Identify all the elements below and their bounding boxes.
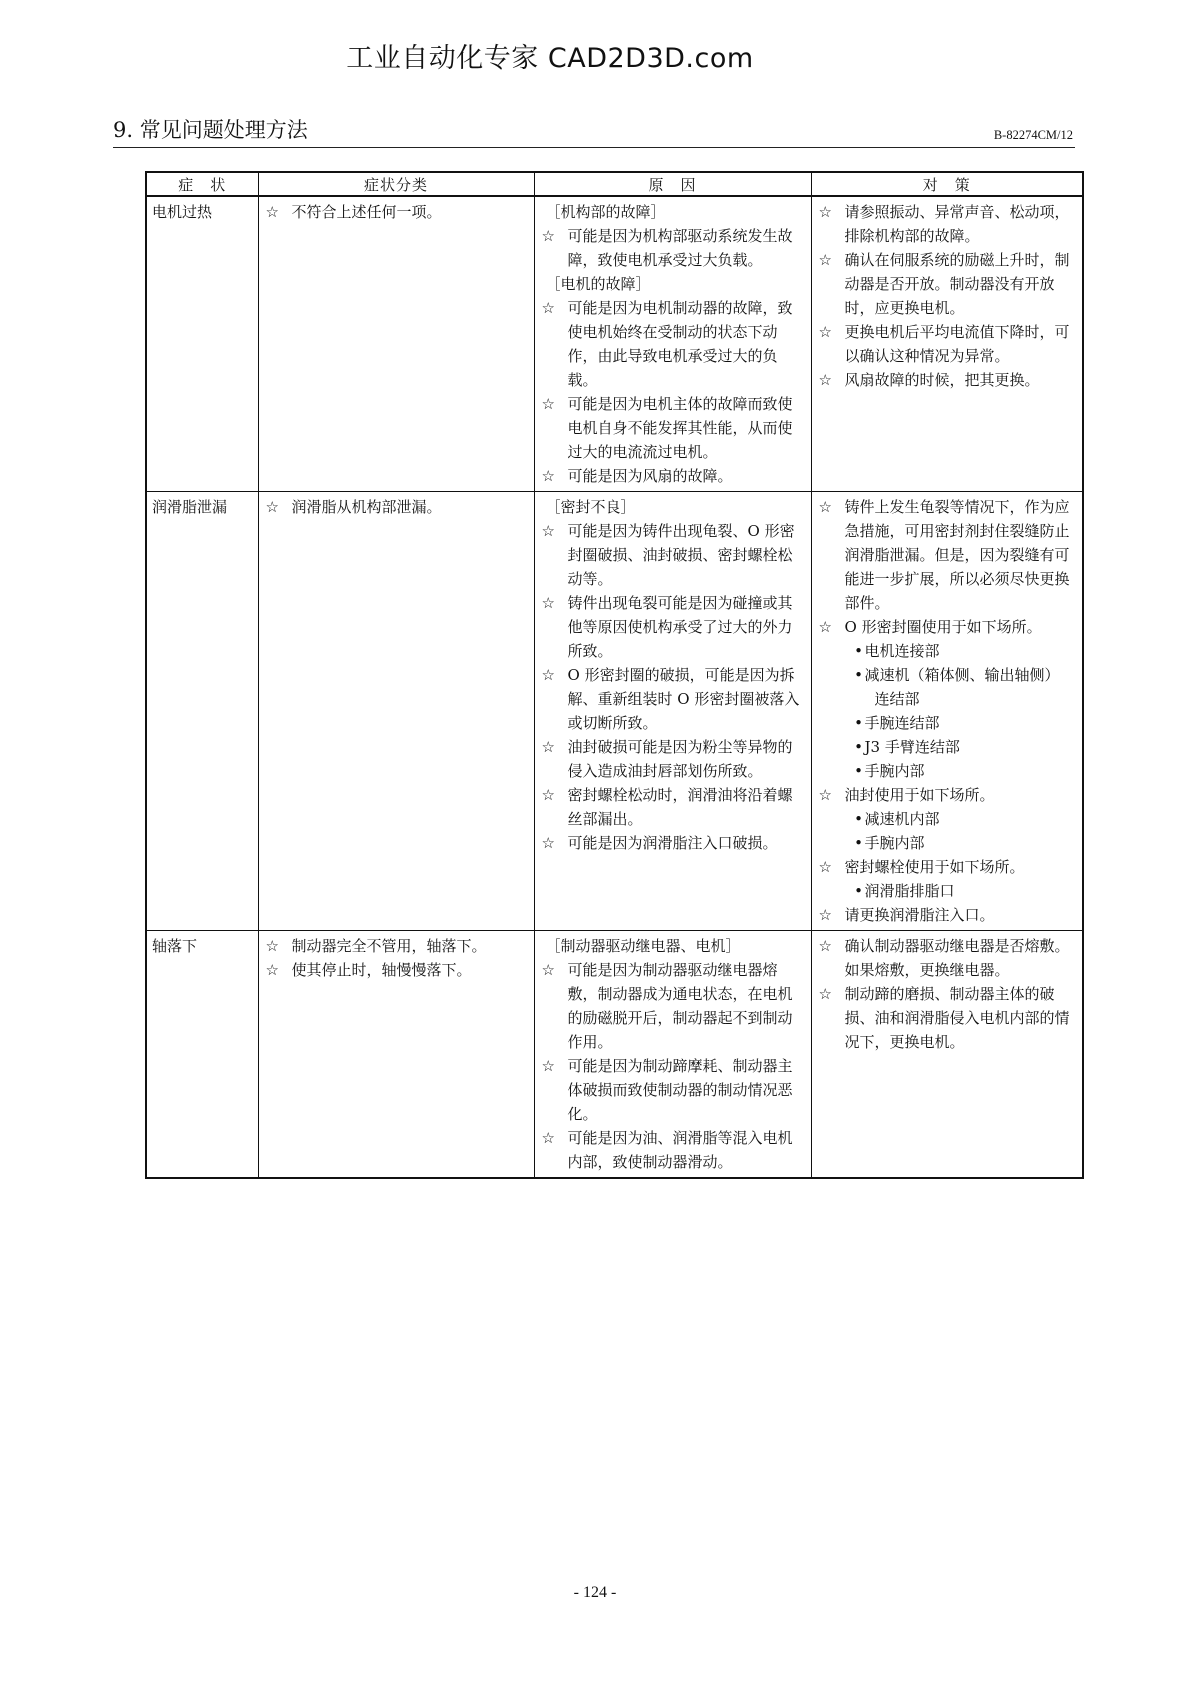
- cause-cell: [534, 196, 811, 492]
- item-text: 可能是因为制动蹄摩耗、制动器主体破损而致使制动器的制动情况恶化。: [567, 1057, 793, 1123]
- item-text: 风扇故障的时候，把其更换。: [844, 371, 1040, 389]
- classification-item: [264, 934, 530, 958]
- star-icon: ☆: [541, 961, 555, 979]
- star-icon: ☆: [265, 937, 279, 955]
- cause-item: [540, 958, 807, 1054]
- item-text: 请更换润滑脂注入口。: [844, 906, 995, 924]
- star-icon: ☆: [818, 858, 832, 876]
- measure-cell: [811, 492, 1083, 931]
- bullet-item: [817, 639, 1079, 663]
- star-icon: ☆: [265, 961, 279, 979]
- cause-item: [540, 392, 807, 464]
- bullet-icon: •: [854, 642, 863, 660]
- bullet-item: [817, 831, 1079, 855]
- item-text: 可能是因为制动器驱动继电器熔敷，制动器成为通电状态，在电机的励磁脱开后，制动器起不到制动作用。: [567, 961, 793, 1051]
- bullet-icon: •: [854, 882, 863, 900]
- star-icon: ☆: [818, 937, 832, 955]
- star-icon: ☆: [541, 738, 555, 756]
- item-text: 制动蹄的磨损、制动器主体的破损、油和润滑脂侵入电机内部的情况下，更换电机。: [844, 985, 1070, 1051]
- item-text: 铸件出现龟裂可能是因为碰撞或其他等原因使机构承受了过大的外力所致。: [567, 594, 793, 660]
- item-text: O 形密封圈的破损，可能是因为拆解、重新组装时 O 形密封圈被落入或切断所致。: [567, 666, 800, 732]
- symptom-cell: [146, 931, 258, 1179]
- bullet-icon: •: [854, 714, 863, 732]
- item-text: 可能是因为电机制动器的故障，致使电机始终在受制动的状态下动作，由此导致电机承受过大的负载。: [567, 299, 793, 389]
- star-icon: ☆: [818, 906, 832, 924]
- bullet-icon: •: [854, 762, 863, 780]
- symptom-cell: [146, 196, 258, 492]
- star-icon: ☆: [265, 498, 279, 516]
- classification-item: [264, 495, 530, 519]
- cause-item: [540, 1126, 807, 1174]
- classification-text: 制动器完全不管用，轴落下。: [291, 937, 487, 955]
- classification-item: [264, 200, 530, 224]
- item-text: 润滑脂排脂口: [864, 882, 955, 900]
- cause-item: [540, 735, 807, 783]
- measure-item: [817, 495, 1079, 615]
- bullet-item: [817, 759, 1079, 783]
- table-body: [146, 196, 1083, 1178]
- cause-item: [540, 783, 807, 831]
- bullet-item: [817, 807, 1079, 831]
- bullet-icon: •: [854, 810, 863, 828]
- star-icon: ☆: [541, 1129, 555, 1147]
- cause-item: [540, 1054, 807, 1126]
- item-text: 手腕连结部: [864, 714, 940, 732]
- measure-item: [817, 368, 1079, 392]
- item-text: 请参照振动、异常声音、松动项，排除机构部的故障。: [844, 203, 1070, 245]
- classification-text: 不符合上述任何一项。: [291, 203, 442, 221]
- star-icon: ☆: [541, 395, 555, 413]
- bullet-item: [817, 735, 1079, 759]
- table-row: [146, 492, 1083, 931]
- bullet-item: [817, 663, 1079, 687]
- item-text: 减速机内部: [864, 810, 940, 828]
- item-text: 铸件上发生龟裂等情况下，作为应急措施，可用密封剂封住裂缝防止润滑脂泄漏。但是，因为裂缝有可能进一步扩展，所以必须尽快更换部件。: [844, 498, 1070, 612]
- measure-cell: [811, 931, 1083, 1179]
- category-heading: ［制动器驱动继电器、电机］: [545, 937, 741, 955]
- star-icon: ☆: [541, 1057, 555, 1075]
- category-heading: ［电机的故障］: [545, 275, 651, 293]
- measure-item: [817, 615, 1079, 639]
- measure-item: [817, 855, 1079, 879]
- header-cause: 原 因: [534, 172, 811, 196]
- item-text: 可能是因为铸件出现龟裂、O 形密封圈破损、油封破损、密封螺栓松动等。: [567, 522, 795, 588]
- item-text: 手腕内部: [864, 834, 925, 852]
- cause-cell: [534, 492, 811, 931]
- item-text: 油封使用于如下场所。: [844, 786, 995, 804]
- item-text: 确认在伺服系统的励磁上升时，制动器是否开放。制动器没有开放时，应更换电机。: [844, 251, 1070, 317]
- measure-item: [817, 903, 1079, 927]
- cause-item: [540, 464, 807, 488]
- star-icon: ☆: [541, 467, 555, 485]
- bullet-continuation: 连结部: [874, 690, 920, 708]
- classification-cell: [258, 196, 534, 492]
- bullet-icon: •: [854, 666, 863, 684]
- measure-item: [817, 934, 1079, 982]
- measure-item: [817, 248, 1079, 320]
- item-text: 手腕内部: [864, 762, 925, 780]
- header-symptom: 症 状: [146, 172, 258, 196]
- item-text: 电机连接部: [864, 642, 940, 660]
- measure-item: [817, 200, 1079, 248]
- symptom-cell: [146, 492, 258, 931]
- measure-item: [817, 982, 1079, 1054]
- item-text: 减速机（箱体侧、输出轴侧）: [864, 666, 1060, 684]
- item-text: 可能是因为润滑脂注入口破损。: [567, 834, 778, 852]
- cause-item: [540, 224, 807, 272]
- star-icon: ☆: [818, 498, 832, 516]
- star-icon: ☆: [541, 834, 555, 852]
- item-text: O 形密封圈使用于如下场所。: [844, 618, 1042, 636]
- star-icon: ☆: [541, 786, 555, 804]
- star-icon: ☆: [818, 618, 832, 636]
- item-text: 可能是因为机构部驱动系统发生故障，致使电机承受过大负载。: [567, 227, 793, 269]
- star-icon: ☆: [541, 666, 555, 684]
- cause-item: [540, 831, 807, 855]
- cause-item: [540, 663, 807, 735]
- section-title: 9. 常见问题处理方法: [113, 118, 308, 142]
- classification-cell: [258, 492, 534, 931]
- star-icon: ☆: [541, 594, 555, 612]
- item-text: 确认制动器驱动继电器是否熔敷。如果熔敷，更换继电器。: [844, 937, 1070, 979]
- star-icon: ☆: [818, 323, 832, 341]
- classification-cell: [258, 931, 534, 1179]
- measure-cell: [811, 196, 1083, 492]
- cause-item: [540, 296, 807, 392]
- page-header: [113, 117, 1075, 148]
- classification-text: 使其停止时，轴慢慢落下。: [291, 961, 472, 979]
- star-icon: ☆: [541, 299, 555, 317]
- table-row: [146, 931, 1083, 1179]
- star-icon: ☆: [818, 786, 832, 804]
- star-icon: ☆: [818, 203, 832, 221]
- symptom-text: 润滑脂泄漏: [152, 498, 228, 516]
- table-header-row: [146, 172, 1083, 196]
- category-heading: ［机构部的故障］: [545, 203, 666, 221]
- table-row: [146, 196, 1083, 492]
- header-measure: 对 策: [811, 172, 1083, 196]
- item-text: J3 手臂连结部: [864, 738, 960, 756]
- document-code: B-82274CM/12: [993, 128, 1073, 142]
- star-icon: ☆: [265, 203, 279, 221]
- measure-item: [817, 783, 1079, 807]
- item-text: 密封螺栓使用于如下场所。: [844, 858, 1025, 876]
- cause-item: [540, 519, 807, 591]
- cause-item: [540, 591, 807, 663]
- category-heading: ［密封不良］: [545, 498, 636, 516]
- bullet-item: [817, 711, 1079, 735]
- header-classification: 症状分类: [258, 172, 534, 196]
- item-text: 可能是因为电机主体的故障而致使电机自身不能发挥其性能，从而使过大的电流流过电机。: [567, 395, 793, 461]
- item-text: 更换电机后平均电流值下降时，可以确认这种情况为异常。: [844, 323, 1070, 365]
- bullet-icon: •: [854, 738, 863, 756]
- symptom-text: 电机过热: [152, 203, 213, 221]
- bullet-item: [817, 879, 1079, 903]
- item-text: 可能是因为风扇的故障。: [567, 467, 733, 485]
- item-text: 可能是因为油、润滑脂等混入电机内部，致使制动器滑动。: [567, 1129, 793, 1171]
- classification-text: 润滑脂从机构部泄漏。: [291, 498, 442, 516]
- cause-cell: [534, 931, 811, 1179]
- item-text: 油封破损可能是因为粉尘等异物的侵入造成油封唇部划伤所致。: [567, 738, 793, 780]
- star-icon: ☆: [541, 522, 555, 540]
- star-icon: ☆: [541, 227, 555, 245]
- measure-item: [817, 320, 1079, 368]
- page-number: - 124 -: [573, 1584, 617, 1601]
- star-icon: ☆: [818, 371, 832, 389]
- classification-item: [264, 958, 530, 982]
- symptom-text: 轴落下: [152, 937, 198, 955]
- star-icon: ☆: [818, 251, 832, 269]
- star-icon: ☆: [818, 985, 832, 1003]
- item-text: 密封螺栓松动时，润滑油将沿着螺丝部漏出。: [567, 786, 793, 828]
- watermark-text: 工业自动化专家 CAD2D3D.com: [346, 43, 754, 74]
- bullet-icon: •: [854, 834, 863, 852]
- troubleshooting-table: [145, 171, 1084, 1179]
